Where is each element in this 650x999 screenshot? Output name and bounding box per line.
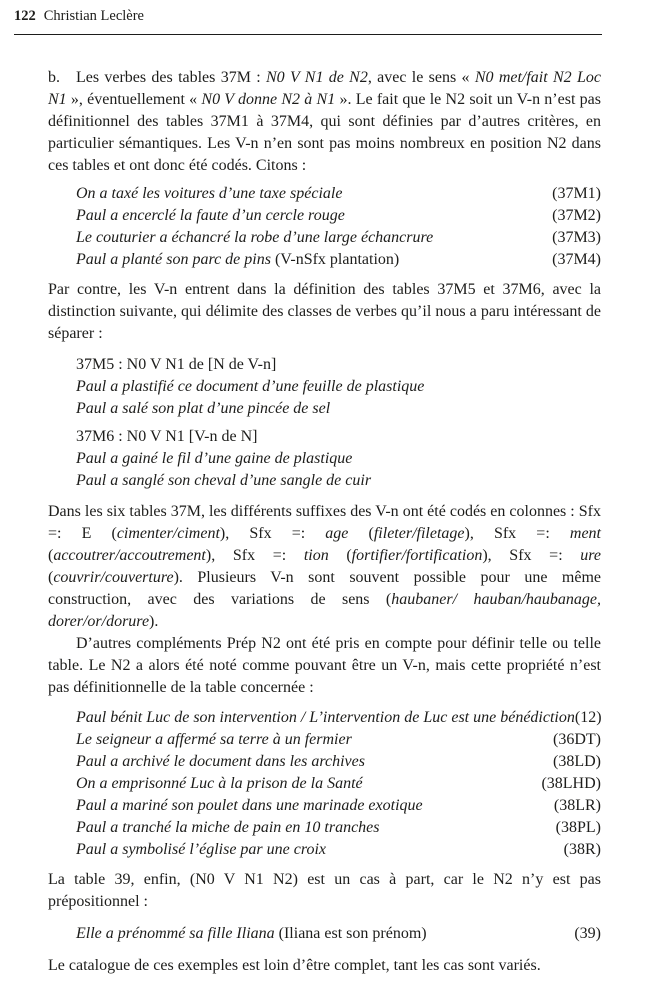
example-tag: (38LHD)	[541, 775, 601, 792]
example-text: Paul a salé son plat d’une pincée de sel	[76, 400, 331, 417]
text-run: ), Sfx =:	[482, 547, 581, 564]
running-header	[14, 8, 602, 35]
paragraph-table-39: La table 39, enfin, (N0 V N1 N2) est un cas à part, car le N2 n’y est pas prépositionnel :	[48, 871, 601, 910]
definition-title: 37M6 : N0 V N1 [V-n de N]	[76, 428, 258, 445]
formula-italic: N0 met/fait N2 Loc N1	[48, 69, 601, 108]
page-number: 122	[14, 8, 36, 24]
example-note: (V-nSfx plantation)	[270, 251, 400, 268]
example-text: Paul a encerclé la faute d’un cercle rouge	[76, 207, 345, 224]
example-text: Paul a sanglé son cheval d’une sangle de cuir	[76, 472, 372, 489]
italic-run: accoutrer/accoutrement	[53, 547, 206, 564]
example-row	[76, 729, 601, 751]
paragraph-conclusion: Le catalogue de ces exemples est loin d’être complet, tant les cas sont variés.	[48, 957, 541, 974]
italic-run: cimenter/ciment	[116, 525, 220, 542]
example-tag: (38LR)	[553, 797, 601, 814]
text-run: Dans les six tables 37M, les différents suffixes des V-n ont été codés en colonnes : Sfx =: E (	[48, 503, 601, 542]
example-row	[76, 707, 601, 729]
example-list-37m	[76, 183, 601, 271]
example-text: Paul a planté son parc de pins	[76, 251, 271, 268]
page-body	[48, 67, 601, 985]
paragraph-tables-37m	[48, 67, 601, 177]
example-list-prep-n2	[76, 707, 601, 861]
definition-block-37m6	[76, 426, 601, 492]
text-run: (	[328, 547, 352, 564]
italic-run: fileter/filetage	[373, 525, 465, 542]
italic-run: fortifier/fortification	[351, 547, 483, 564]
example-row	[76, 795, 601, 817]
italic-run: age	[325, 525, 349, 542]
text-run: , avec le sens «	[367, 69, 475, 86]
example-text: Paul a gainé le fil d’une gaine de plastique	[76, 450, 353, 467]
example-row	[76, 249, 601, 271]
example-note: (Iliana est son prénom)	[274, 925, 427, 942]
example-text: Paul a archivé le document dans les archives	[76, 753, 365, 770]
example-text: Paul a plastifié ce document d’une feuille de plastique	[76, 378, 425, 395]
paragraph-suffixes	[48, 501, 601, 633]
example-tag: (38R)	[563, 841, 601, 858]
italic-run: ure	[580, 547, 602, 564]
example-text: Paul a tranché la miche de pain en 10 tranches	[76, 819, 380, 836]
text-run: », éventuellement «	[66, 91, 202, 108]
example-row	[76, 773, 601, 795]
example-tag: (38PL)	[555, 819, 601, 836]
example-row	[76, 839, 601, 861]
example-tag: (37M2)	[552, 207, 601, 224]
example-row	[76, 923, 601, 945]
italic-run: couvrir/couverture	[53, 569, 174, 586]
example-text: Le seigneur a affermé sa terre à un fermier	[76, 731, 352, 748]
paragraph-37m5-37m6: Par contre, les V-n entrent dans la définition des tables 37M5 et 37M6, avec la distinction suivante, qui délimite des classes de verbes qu’il nous a paru intéressant de séparer :	[48, 281, 601, 342]
italic-run: tion	[303, 547, 329, 564]
example-text: On a emprisonné Luc à la prison de la Santé	[76, 775, 363, 792]
text-run: ». Le fait que le N2 soit un V-n n’est pas définitionnel des tables 37M1 à 37M4, qui sont définies par d’autres critères, en particulier sémantiques. Les V-n n’en sont pas moins nombreux en position N2 dans ces tables et ont donc été codés. Citons :	[48, 91, 601, 174]
example-tag: (36DT)	[553, 731, 601, 748]
example-text: Paul bénit Luc de son intervention / L’intervention de Luc est une bénédiction	[76, 709, 575, 726]
example-text: Paul a mariné son poulet dans une marinade exotique	[76, 797, 423, 814]
formula-italic: N0 V N1 de N2	[266, 69, 368, 86]
example-tag: (38LD)	[553, 753, 601, 770]
text-run: ). Plusieurs V-n sont souvent possible pour une même construction, avec des variations de sens (	[48, 569, 601, 608]
text-run: (	[348, 525, 374, 542]
example-text: Paul a symbolisé l’église par une croix	[76, 841, 327, 858]
text-run: ), Sfx =:	[464, 525, 570, 542]
italic-run: ment	[569, 525, 601, 542]
example-row	[76, 205, 601, 227]
definition-block-37m5	[76, 354, 601, 420]
example-row	[76, 183, 601, 205]
formula-italic: N0 V donne N2 à N1	[201, 91, 336, 108]
example-text: Elle a prénommé sa fille Iliana	[76, 925, 275, 942]
example-tag: (39)	[574, 925, 601, 942]
example-row	[76, 751, 601, 773]
example-text: On a taxé les voitures d’une taxe spéciale	[76, 185, 343, 202]
example-tag: (37M4)	[552, 251, 601, 268]
example-row	[76, 227, 601, 249]
text-run: (	[48, 547, 54, 564]
example-tag: (37M1)	[552, 185, 601, 202]
text-run: ).	[149, 613, 159, 630]
text-run: ), Sfx =:	[219, 525, 326, 542]
text-run: ), Sfx =:	[205, 547, 304, 564]
example-tag: (37M3)	[552, 229, 601, 246]
example-text: Le couturier a échancré la robe d’une large échancrure	[76, 229, 434, 246]
running-author: Christian Leclère	[43, 8, 144, 24]
example-row	[76, 817, 601, 839]
text-run: (	[48, 569, 54, 586]
definition-title: 37M5 : N0 V N1 de [N de V-n]	[76, 356, 277, 373]
example-tag: (12)	[574, 709, 602, 726]
italic-run: haubaner/ hauban/haubanage, dorer/or/dorure	[48, 591, 601, 630]
text-run: b. Les verbes des tables 37M :	[48, 69, 266, 86]
paragraph-other-complements: D’autres compléments Prép N2 ont été pris en compte pour définir telle ou telle table. Le N2 a alors été noté comme pouvant être un V-n, mais cette propriété n’est pas définitionnelle de la table concernée :	[48, 635, 601, 696]
example-list-39	[76, 923, 601, 945]
